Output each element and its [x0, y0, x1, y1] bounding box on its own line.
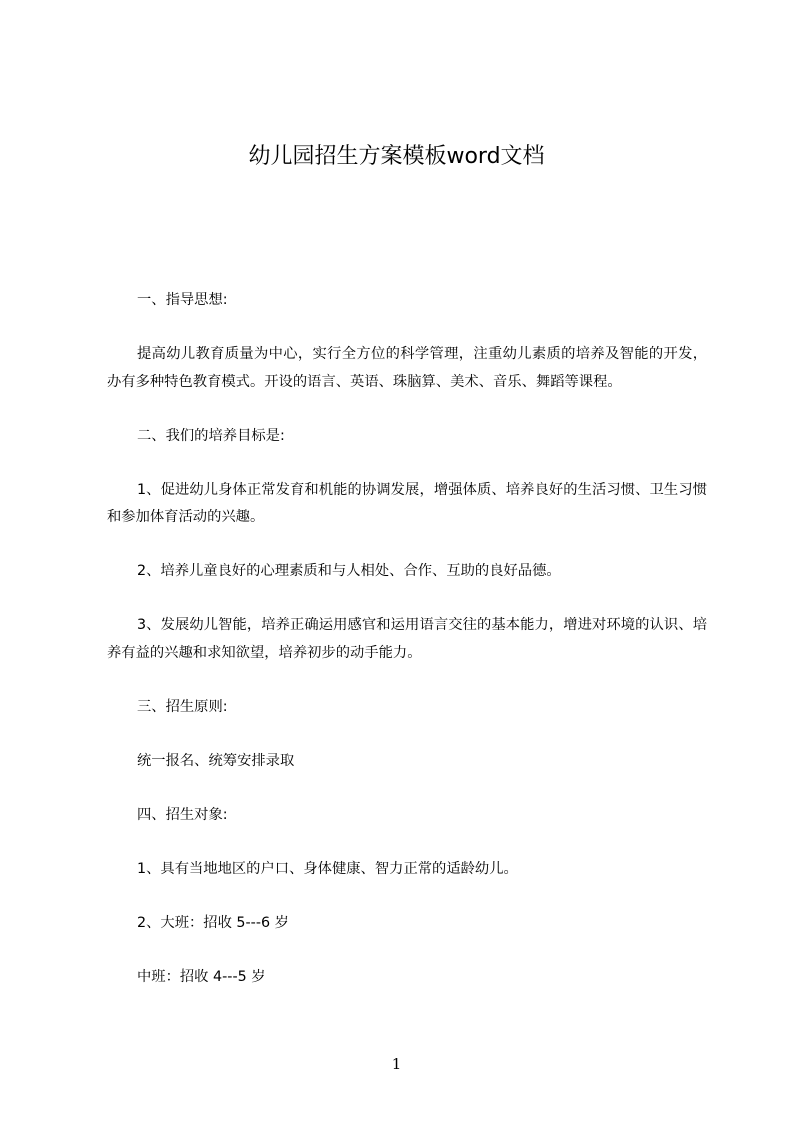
section-heading-training-goals: 二、我们的培养目标是: [137, 427, 285, 444]
list-item-target-3: 中班：招收 4---5 岁 [137, 968, 266, 985]
section-heading-enrollment-principles: 三、招生原则: [137, 698, 228, 715]
list-item-goal-1: 1、促进幼儿身体正常发育和机能的协调发展，增强体质、培养良好的生活习惯、卫生习惯和参加体育活动的兴趣。 [107, 481, 707, 525]
section-heading-enrollment-targets: 四、招生对象: [137, 806, 228, 823]
paragraph-guiding-thought: 提高幼儿教育质量为中心，实行全方位的科学管理，注重幼儿素质的培养及智能的开发，办有多种特色教育模式。开设的语言、英语、珠脑算、美术、音乐、舞蹈等课程。 [107, 346, 707, 390]
page-number: 1 [391, 1055, 402, 1073]
document-body [107, 287, 707, 991]
section-heading-guiding-thought: 一、指导思想: [137, 292, 228, 308]
list-item-goal-3: 3、发展幼儿智能，培养正确运用感官和运用语言交往的基本能力，增进对环境的认识、培养有益的兴趣和求知欲望，培养初步的动手能力。 [107, 617, 707, 661]
list-item-target-2: 2、大班：招收 5---6 岁 [137, 914, 289, 931]
list-item-goal-2: 2、培养儿童良好的心理素质和与人相处、合作、互助的良好品德。 [137, 563, 561, 579]
list-item-target-1: 1、具有当地地区的户口、身体健康、智力正常的适龄幼儿。 [137, 860, 518, 877]
document-title: 幼儿园招生方案模板word文档 [248, 144, 545, 169]
paragraph-enrollment-principles: 统一报名、统筹安排录取 [137, 752, 295, 769]
